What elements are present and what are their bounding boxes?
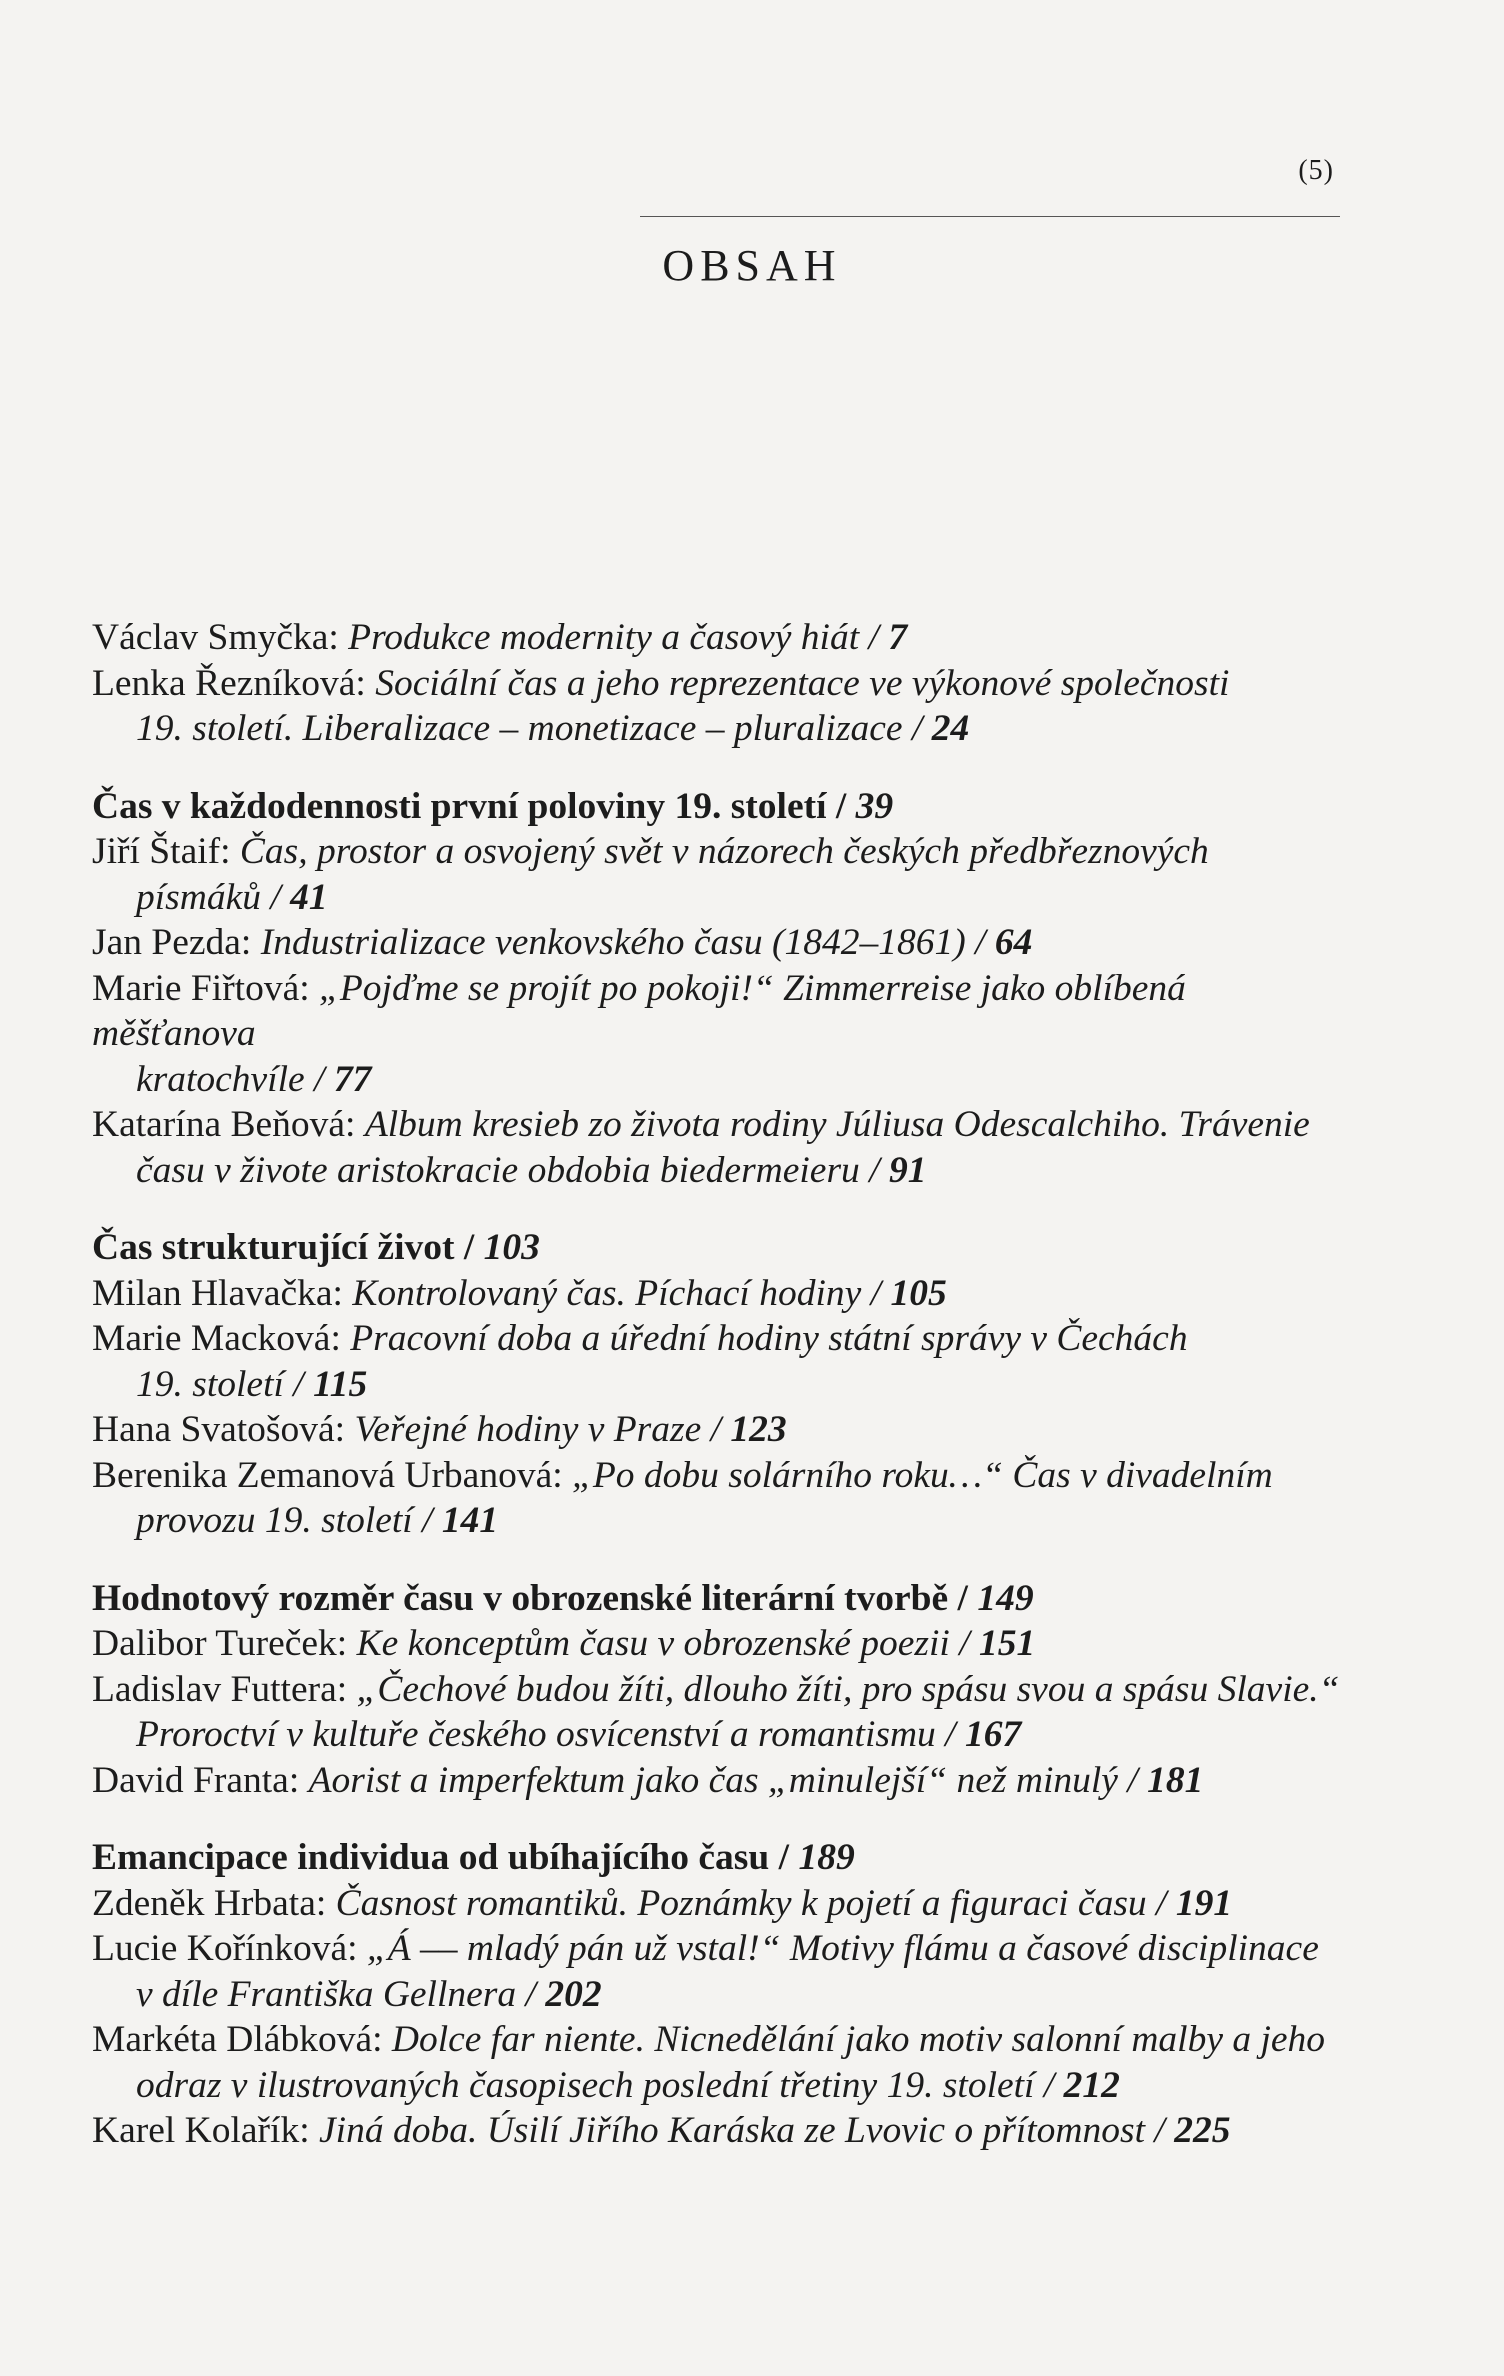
entry-title: „Čechové budou žíti, dlouho žíti, pro spásu svou a spásu Slavie.“ — [356, 1668, 1340, 1710]
entry-author: Karel Kolařík: — [92, 2110, 319, 2151]
toc-entry — [92, 1271, 1352, 1317]
page-separator: / — [283, 1363, 314, 1405]
entry-title-continuation — [92, 1148, 1352, 1194]
section-page-number: 39 — [855, 785, 894, 827]
entry-author: Jan Pezda: — [92, 922, 261, 963]
entry-title: Sociální čas a jeho reprezentace ve výkonové společnosti — [375, 662, 1230, 704]
entry-page-number: 64 — [994, 922, 1033, 963]
page-separator: / — [1034, 2064, 1064, 2106]
section-page-number: 103 — [483, 1227, 540, 1268]
header-rule — [640, 216, 1340, 217]
section-heading — [92, 1835, 1352, 1881]
entry-author: Ladislav Futtera: — [92, 1668, 357, 1710]
page-separator: / — [1146, 1882, 1176, 1924]
entry-title: Album kresieb zo života rodiny Júliusa Odescalchiho. Trávenie — [364, 1104, 1310, 1145]
entry-title: „Pojďme se projít po pokoji!“ Zimmerreise jako oblíbená měšťanova — [92, 967, 1186, 1054]
entry-author: Markéta Dlábková: — [92, 2019, 392, 2060]
entry-title-line2: provozu 19. století — [136, 1500, 413, 1541]
page-separator: / — [965, 922, 995, 963]
page-separator: / — [859, 1149, 889, 1191]
section-heading — [92, 1576, 1352, 1622]
entry-title-line2: v díle Františka Gellnera — [136, 1973, 517, 2015]
section-heading-text: Čas v každodennosti první poloviny 19. století — [92, 785, 827, 827]
entry-author: Katarína Beňová: — [92, 1104, 365, 1145]
entry-author: Marie Macková: — [92, 1318, 351, 1359]
entry-author: Marie Fiřtová: — [92, 967, 320, 1009]
entry-title: Jiná doba. Úsilí Jiřího Karáska ze Lvovic o přítomnost — [319, 2110, 1146, 2151]
entry-page-number: 77 — [333, 1058, 372, 1100]
entry-title-continuation — [92, 875, 1352, 921]
entry-title: Ke konceptům času v obrozenské poezii — [356, 1623, 950, 1664]
entry-page-number: 91 — [888, 1149, 927, 1191]
toc-entry — [92, 615, 1352, 661]
entry-title-line2: času v živote aristokracie obdobia biedermeieru — [136, 1149, 860, 1191]
toc-entry — [92, 829, 1352, 920]
entry-author: Lenka Řezníková: — [92, 662, 376, 704]
toc-entry — [92, 2017, 1352, 2108]
entry-author: Berenika Zemanová Urbanová: — [92, 1454, 573, 1496]
table-of-contents — [92, 615, 1352, 2154]
entry-title: „Po dobu solárního roku…“ Čas v divadelním — [572, 1454, 1273, 1496]
page-separator: / — [949, 1623, 979, 1664]
toc-entry — [92, 1102, 1352, 1193]
entry-title-line2: písmáků — [136, 876, 261, 918]
toc-entry — [92, 1881, 1352, 1927]
toc-entry — [92, 2108, 1352, 2154]
page-separator: / — [902, 708, 932, 749]
entry-title: Produkce modernity a časový hiát — [348, 617, 860, 658]
page-separator: / — [861, 1272, 891, 1314]
entry-author: David Franta: — [92, 1759, 309, 1801]
entry-author: Jiří Štaif: — [92, 831, 240, 872]
entry-page-number: 212 — [1063, 2064, 1120, 2106]
entry-author: Dalibor Tureček: — [92, 1623, 357, 1664]
toc-entry — [92, 1316, 1352, 1407]
entry-title: Dolce far niente. Nicnedělání jako motiv salonní malby a jeho — [391, 2019, 1326, 2060]
entry-page-number: 24 — [931, 708, 970, 749]
page-separator: / — [826, 785, 856, 827]
entry-author: Milan Hlavačka: — [92, 1272, 353, 1314]
entry-author: Hana Svatošová: — [92, 1409, 355, 1450]
entry-page-number: 167 — [964, 1714, 1022, 1755]
entry-title: Čas, prostor a osvojený svět v názorech českých předbřeznových — [239, 831, 1209, 872]
entry-page-number: 191 — [1175, 1882, 1233, 1924]
section-heading-text: Hodnotový rozměr času v obrozenské literární tvorbě — [92, 1577, 949, 1619]
page-separator: / — [935, 1714, 965, 1755]
entry-title-continuation — [92, 1362, 1352, 1408]
entry-title-continuation — [92, 1057, 1352, 1103]
page-number: (5) — [1298, 155, 1334, 186]
toc-entry — [92, 1667, 1352, 1758]
section-heading — [92, 784, 1352, 830]
entry-title: Veřejné hodiny v Praze — [354, 1409, 702, 1450]
entry-author: Václav Smyčka: — [92, 617, 349, 658]
section-page-number: 149 — [977, 1577, 1034, 1619]
toc-entry — [92, 920, 1352, 966]
toc-entry — [92, 1621, 1352, 1667]
entry-title-continuation — [92, 2063, 1352, 2109]
page-separator: / — [261, 876, 291, 918]
entry-author: Zdeněk Hrbata: — [92, 1882, 336, 1924]
entry-title: Kontrolovaný čas. Píchací hodiny — [352, 1272, 862, 1314]
page-separator: / — [769, 1837, 799, 1878]
entry-page-number: 7 — [888, 617, 908, 658]
section-page-number: 189 — [798, 1837, 855, 1878]
section-heading-text: Emancipace individua od ubíhajícího času — [92, 1837, 770, 1878]
entry-title-continuation — [92, 1712, 1352, 1758]
entry-title: Pracovní doba a úřední hodiny státní správy v Čechách — [350, 1318, 1188, 1359]
entry-title-line2: kratochvíle — [136, 1058, 305, 1100]
entry-title: Industrializace venkovského času (1842–1861) — [260, 922, 966, 963]
page-title: OBSAH — [662, 241, 842, 290]
page-separator: / — [454, 1227, 484, 1268]
toc-entry — [92, 1758, 1352, 1804]
entry-page-number: 105 — [890, 1272, 947, 1314]
page-separator: / — [859, 617, 889, 658]
toc-entry — [92, 1407, 1352, 1453]
page-separator: / — [412, 1500, 442, 1541]
toc-entry — [92, 966, 1352, 1103]
entry-title-line2: 19. století — [136, 1363, 284, 1405]
entry-page-number: 151 — [978, 1623, 1036, 1664]
entry-page-number: 123 — [730, 1409, 787, 1450]
entry-page-number: 115 — [313, 1363, 368, 1405]
entry-title: Aorist a imperfektum jako čas „minulejší“ než minulý — [308, 1759, 1118, 1801]
toc-entry — [92, 1926, 1352, 2017]
page-separator: / — [304, 1058, 334, 1100]
page-separator: / — [948, 1577, 978, 1619]
section-heading-text: Čas strukturující život — [92, 1227, 455, 1268]
entry-title-line2: 19. století. Liberalizace – monetizace – pluralizace — [136, 708, 903, 749]
page-separator: / — [1145, 2110, 1175, 2151]
entry-title-line2: Proroctví v kultuře českého osvícenství a romantismu — [136, 1714, 936, 1755]
entry-title: „Á –– mladý pán už vstal!“ Motivy flámu a časové disciplinace — [366, 1928, 1319, 1969]
page-separator: / — [701, 1409, 731, 1450]
page-separator: / — [1117, 1759, 1148, 1801]
entry-title: Časnost romantiků. Poznámky k pojetí a figuraci času — [335, 1882, 1147, 1924]
entry-author: Lucie Kořínková: — [92, 1928, 367, 1969]
section-heading — [92, 1225, 1352, 1271]
entry-title-continuation — [92, 706, 1352, 752]
toc-entry — [92, 1453, 1352, 1544]
entry-page-number: 41 — [290, 876, 328, 918]
entry-page-number: 141 — [441, 1500, 499, 1541]
toc-entry — [92, 661, 1352, 752]
entry-page-number: 225 — [1174, 2110, 1231, 2151]
entry-page-number: 202 — [545, 1973, 602, 2015]
entry-title-line2: odraz v ilustrovaných časopisech poslední třetiny 19. století — [136, 2064, 1035, 2106]
page-separator: / — [516, 1973, 546, 2015]
entry-title-continuation — [92, 1972, 1352, 2018]
entry-page-number: 181 — [1147, 1759, 1204, 1801]
entry-title-continuation — [92, 1498, 1352, 1544]
